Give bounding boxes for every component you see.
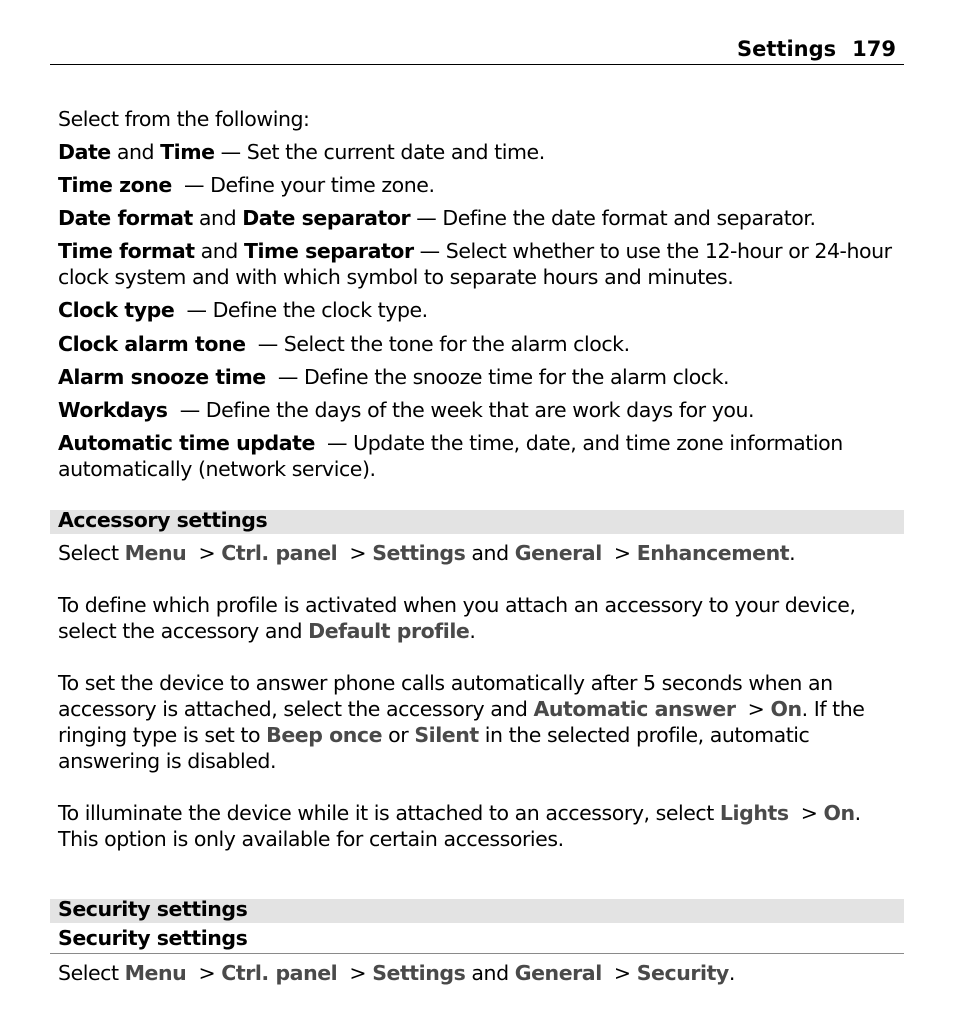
running-header — [50, 36, 904, 65]
list-item: Workdays — Define the days of the week that are work days for you. — [58, 398, 755, 422]
paragraph-line: accessory is attached, select the accessory and Automatic answer > On. If the — [58, 697, 865, 721]
paragraph-line: To set the device to answer phone calls automatically after 5 seconds when an — [58, 671, 833, 695]
list-item: Date format and Date separator — Define the date format and separator. — [58, 206, 816, 230]
page-number: 179 — [852, 37, 896, 61]
list-item: Automatic time update — Update the time, date, and time zone information — [58, 431, 843, 455]
subsection-divider — [50, 953, 904, 954]
list-item: Clock type — Define the clock type. — [58, 298, 428, 322]
list-item: Time zone — Define your time zone. — [58, 173, 435, 197]
list-item-continuation: automatically (network service). — [58, 457, 376, 481]
paragraph-line: To define which profile is activated when you attach an accessory to your device, — [58, 593, 856, 617]
section-heading-accessory: Accessory settings — [58, 508, 268, 532]
paragraph-line: answering is disabled. — [58, 749, 277, 773]
list-item: Clock alarm tone — Select the tone for the alarm clock. — [58, 332, 630, 356]
list-item: Alarm snooze time — Define the snooze time for the alarm clock. — [58, 365, 730, 389]
paragraph-line: This option is only available for certain accessories. — [58, 827, 564, 851]
section-heading-security: Security settings — [58, 897, 248, 921]
intro-text: Select from the following: — [58, 107, 310, 131]
subsection-heading-security: Security settings — [58, 926, 248, 950]
header-section-title: Settings — [737, 37, 837, 61]
list-item: Date and Time — Set the current date and time. — [58, 140, 545, 164]
menu-path-accessory: Select Menu > Ctrl. panel > Settings and General > Enhancement. — [58, 541, 796, 565]
paragraph-line: select the accessory and Default profile. — [58, 619, 476, 643]
list-item-continuation: clock system and with which symbol to separate hours and minutes. — [58, 265, 734, 289]
list-item: Time format and Time separator — Select whether to use the 12-hour or 24-hour — [58, 239, 892, 263]
paragraph-line: To illuminate the device while it is attached to an accessory, select Lights > On. — [58, 801, 861, 825]
menu-path-security: Select Menu > Ctrl. panel > Settings and General > Security. — [58, 961, 735, 985]
paragraph-line: ringing type is set to Beep once or Silent in the selected profile, automatic — [58, 723, 810, 747]
